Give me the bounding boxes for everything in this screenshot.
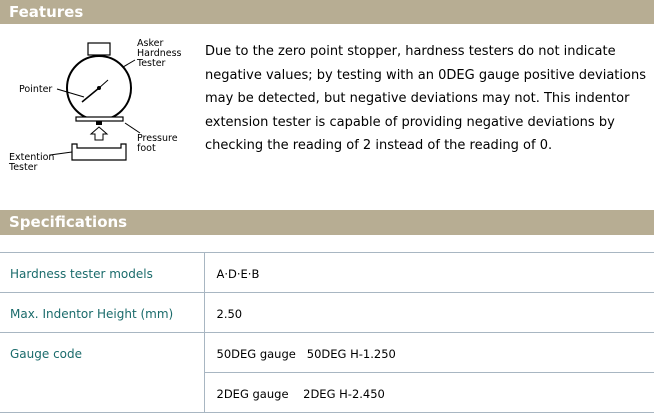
- spec-label: Max. Indentor Height (mm): [0, 293, 204, 333]
- hardness-tester-diagram: [0, 30, 200, 180]
- features-description: Due to the zero point stopper, hardness testers do not indicate negative values; by testing with an 0DEG gauge positive deviations may be detected, but negative deviations may not. This indentor extension tester is capable of providing negative deviations by checking the reading of 2 instead of the reading of 0.: [205, 44, 646, 153]
- spec-value: 2.50: [204, 293, 654, 333]
- spec-value: A·D·E·B: [204, 253, 654, 293]
- specifications-title: Specifications: [9, 213, 128, 231]
- tester-top-knob: [88, 43, 110, 55]
- table-row: [0, 333, 654, 373]
- spec-label: Hardness tester models: [0, 253, 204, 293]
- asker-label-3: Tester: [137, 58, 166, 69]
- spec-value: 50DEG gauge 50DEG H-1.250: [204, 333, 654, 373]
- asker-label-2: Hardness: [137, 48, 182, 59]
- up-arrow-icon: [91, 127, 107, 140]
- table-row: [0, 253, 654, 293]
- extension-tester-shape: [72, 144, 126, 160]
- pressure-foot-label-2: foot: [137, 143, 156, 154]
- specifications-table: [0, 252, 654, 413]
- features-title: Features: [9, 3, 84, 21]
- spec-label: Gauge code: [0, 333, 204, 373]
- table-row: [0, 293, 654, 333]
- pointer-label: Pointer: [19, 84, 53, 95]
- tester-base: [76, 117, 123, 121]
- extention-label-2: Tester: [9, 162, 38, 173]
- extention-label-1: Extention: [9, 152, 55, 163]
- table-row: [0, 373, 654, 413]
- pressure-foot-label-1: Pressure: [137, 133, 178, 144]
- spec-label: [0, 373, 204, 413]
- features-header: [0, 0, 654, 24]
- asker-label-1: Asker: [137, 38, 164, 49]
- spec-value: 2DEG gauge 2DEG H-2.450: [204, 373, 654, 413]
- specifications-header: [0, 210, 654, 235]
